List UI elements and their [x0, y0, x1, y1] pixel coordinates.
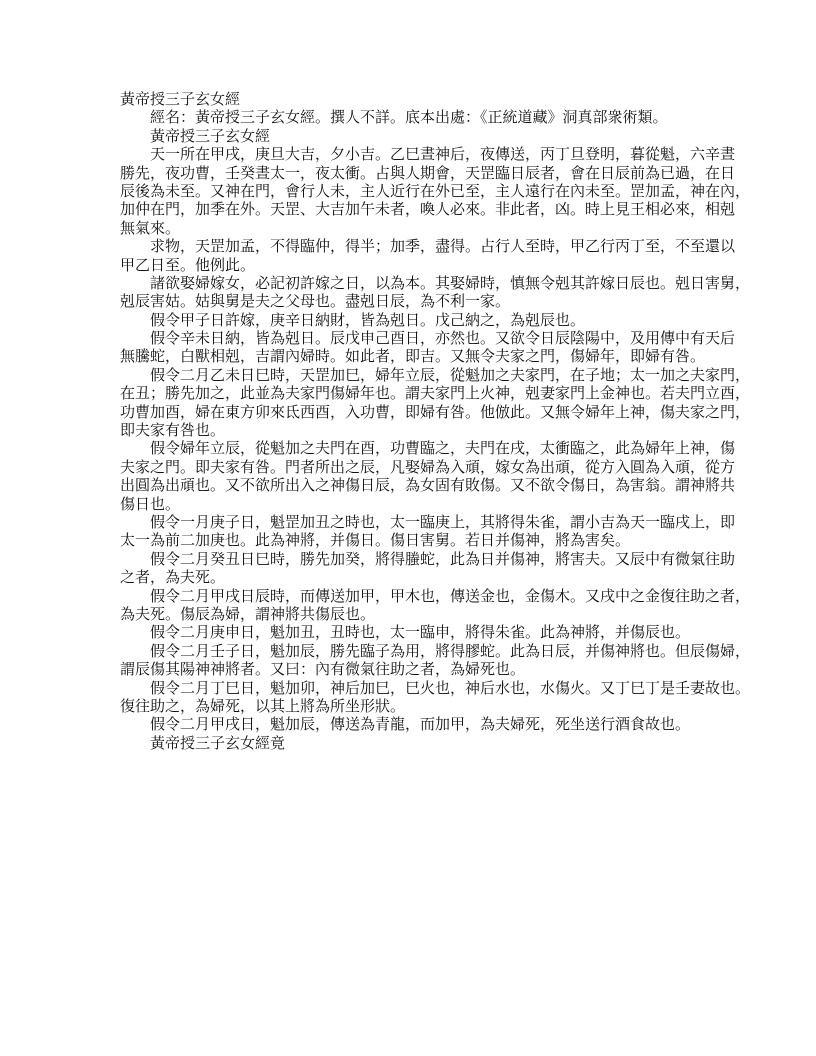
- text-line: 辰後為未至。又神在門，會行人未，主人近行在外已至，主人遠行在內未至。罡加孟，神在內，: [120, 181, 751, 200]
- text-line: 求物，天罡加孟，不得臨仲，得半；加季，盡得。占行人至時，甲乙行丙丁至，不至還以: [150, 237, 736, 256]
- text-line: 傷日也。: [120, 494, 181, 513]
- text-line: 諸欲娶婦嫁女，必記初許嫁之日，以為本。其娶婦時，慎無令剋其許嫁日辰也。剋日害舅，: [150, 273, 751, 292]
- text-line: 功曹加酉，婦在東方卯來氐西酉，入功曹，即婦有咎。他倣此。又無令婦年上神，傷夫家之門，: [120, 402, 751, 421]
- text-line: 假令二月壬子日，魁加辰，勝先臨子為用，將得膠蛇。此為日辰，并傷神將也。但辰傷婦，: [150, 641, 751, 660]
- text-line: 即夫家有咎也。: [120, 421, 226, 440]
- text-line: 在丑；勝先加之，此並為夫家門傷婦年也。謂夫家門上火神，剋妻家門上金神也。若夫門立酉，: [120, 384, 751, 403]
- text-line: 假令二月甲戌日，魁加辰，傳送為青龍，而加甲，為夫婦死，死坐送行酒食故也。: [150, 715, 691, 734]
- text-line: 假令甲子日許嫁，庚辛日納財，皆為剋日。戊己納之，為剋辰也。: [150, 310, 586, 329]
- text-line: 假令一月庚子日，魁罡加丑之時也，太一臨庚上，其將得朱雀，謂小吉為天一臨戌上，即: [150, 512, 736, 531]
- text-line: 為夫死。傷辰為婦，謂神將共傷辰也。: [120, 604, 376, 623]
- text-line: 無氣來。: [120, 218, 181, 237]
- text-line: 假令二月癸丑日巳時，勝先加癸，將得螣蛇，此為日并傷神，將害夫。又辰中有微氣往助: [150, 549, 736, 568]
- text-line: 假令二月乙未日巳時，天罡加巳，婦年立辰，從魁加之夫家門，在子地；太一加之夫家門，: [150, 365, 751, 384]
- text-line: 謂辰傷其陽神神將者。又曰：內有微氣往助之者，為婦死也。: [120, 660, 526, 679]
- text-line: 甲乙日至。他例此。: [120, 255, 256, 274]
- text-line: 假令辛未日納，皆為剋日。辰戊申己酉日，亦然也。又欲令日辰陰陽中，及用傳中有天后: [150, 329, 736, 348]
- text-line: 黃帝授三子玄女經竟: [150, 733, 286, 752]
- text-line: 加仲在門，加季在外。天罡、大吉加午未者，喚人必來。非此者，凶。時上見王相必來，相剋: [120, 200, 736, 219]
- text-line: 假令二月甲戌日辰時，而傳送加甲，甲木也，傳送金也，金傷木。又戌中之金復往助之者，: [150, 586, 751, 605]
- text-line: 無騰蛇，白獸相剋，吉謂內婦時。如此者，即吉。又無令夫家之門，傷婦年，即婦有咎。: [120, 347, 706, 366]
- document-title: 黃帝授三子玄女經: [120, 90, 241, 108]
- text-line: 天一所在甲戌，庚旦大吉，夕小吉。乙巳晝神后，夜傳送，丙丁旦登明，暮從魁，六辛晝: [150, 145, 736, 164]
- text-line: 出圓為出頑也。又不欲所出入之神傷日辰，為女固有敗傷。又不欲令傷日，為害翁。謂神將共: [120, 476, 736, 495]
- text-line: 假令婦年立辰，從魁加之夫門在酉，功曹臨之，夫門在戌，太衝臨之，此為婦年上神，傷: [150, 439, 736, 458]
- text-line: 之者，為夫死。: [120, 568, 226, 587]
- text-line: 剋辰害姑。姑與舅是夫之父母也。盡剋日辰，為不利一家。: [120, 292, 511, 311]
- text-line: 經名：黃帝授三子玄女經。撰人不詳。底本出處：《正統道藏》洞真部衆術類。: [150, 108, 668, 127]
- text-line: 假令二月庚申日，魁加丑，丑時也，太一臨申，將得朱雀。此為神將，并傷辰也。: [150, 623, 691, 642]
- text-line: 黃帝授三子玄女經: [150, 126, 271, 145]
- text-line: 夫家之門。即夫家有咎。門者所出之辰，凡娶婦為入頑，嫁女為出頑，從方入圓為入頑，從方: [120, 457, 736, 476]
- text-line: 勝先，夜功曹，壬癸晝太一，夜太衝。占與人期會，天罡臨日辰者，會在日辰前為已過，在日: [120, 163, 736, 182]
- text-line: 太一為前二加庚也。此為神將，并傷日。傷日害舅。若日并傷神，將為害矣。: [120, 531, 631, 550]
- text-line: 復往助之，為婦死，以其上將為所坐形狀。: [120, 696, 406, 715]
- document-page: [120, 90, 751, 752]
- text-line: 假令二月丁巳日，魁加卯，神后加巳，巳火也，神后水也，水傷火。又丁巳丁是壬妻故也。: [150, 678, 751, 697]
